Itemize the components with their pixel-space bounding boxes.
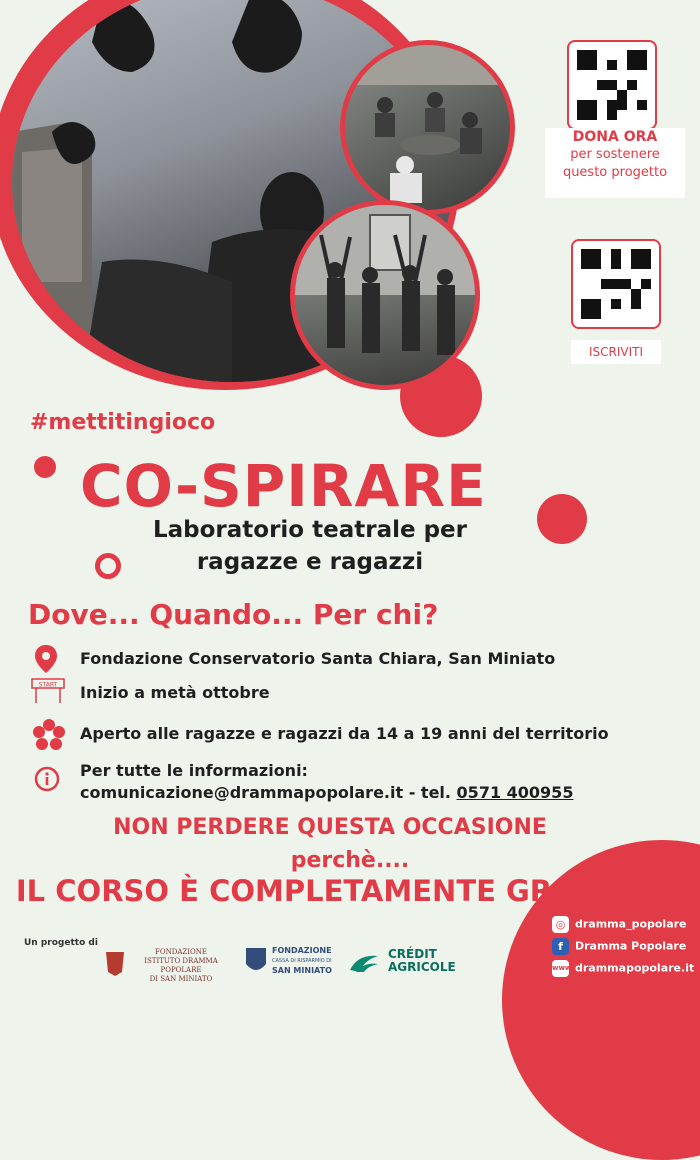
subtitle-line2: ragazze e ragazzi	[196, 549, 424, 575]
donate-line3: questo progetto	[562, 165, 668, 180]
web-icon: www	[552, 960, 569, 977]
sponsor2-line3: SAN MINIATO	[272, 966, 332, 975]
page-title: CO-SPIRARE	[80, 452, 487, 520]
donate-line2: per sostenere	[570, 147, 660, 162]
donate-title: DONA ORA	[572, 129, 658, 145]
sponsor3-line2: AGRICOLE	[388, 960, 456, 974]
detail-location: Fondazione Conservatorio Santa Chiara, San Miniato	[80, 649, 556, 668]
social-facebook[interactable]	[552, 938, 686, 955]
info-icon	[34, 766, 60, 792]
cassa-logo-icon	[244, 946, 268, 976]
workshop-photo-seated	[340, 40, 515, 215]
donate-qr-frame[interactable]	[567, 40, 657, 130]
subtitle-line1: Laboratorio teatrale per	[152, 517, 467, 543]
social-instagram[interactable]	[552, 916, 687, 933]
callout-line3: IL CORSO È COMPLETAMENTE GRATUITO!	[15, 874, 685, 908]
workshop-photo-standing	[290, 200, 480, 390]
project-label: Un progetto di	[24, 938, 98, 948]
subtitle	[120, 514, 500, 578]
facebook-icon: f	[552, 938, 569, 955]
start-sign-text: START	[38, 681, 58, 689]
start-sign-icon	[30, 677, 66, 703]
info-heading: Per tutte le informazioni:	[80, 761, 308, 780]
istituto-logo-icon	[104, 950, 126, 976]
info-phone[interactable]: 0571 400955	[456, 783, 574, 802]
sponsor2-line2: CASSA DI RISPARMIO DI	[272, 958, 332, 964]
callout-line2: perchè....	[290, 848, 410, 873]
sponsor1-line2: ISTITUTO DRAMMA POPOLARE	[144, 957, 218, 974]
deco-ring	[95, 553, 121, 579]
social-web[interactable]	[552, 960, 694, 977]
detail-start: Inizio a metà ottobre	[80, 683, 270, 702]
section-heading: Dove... Quando... Per chi?	[28, 598, 439, 631]
deco-circle	[34, 456, 56, 478]
sponsor2-line1: FONDAZIONE	[272, 946, 332, 955]
instagram-handle: dramma_popolare	[575, 917, 687, 931]
facebook-handle: Dramma Popolare	[575, 939, 687, 953]
seated-circle-photo	[345, 45, 510, 210]
signup-qr-frame[interactable]	[571, 239, 661, 329]
qr-code-icon	[581, 249, 651, 319]
location-pin-icon	[34, 645, 58, 673]
info-contacts	[80, 782, 573, 804]
callout-line1: NON PERDERE QUESTA OCCASIONE	[113, 815, 547, 840]
web-address: drammapopolare.it	[575, 961, 695, 975]
deco-circle	[537, 494, 587, 544]
sponsor-credit-agricole	[348, 946, 478, 978]
hashtag: #mettitingioco	[30, 410, 216, 435]
info-email[interactable]: comunicazione@drammapopolare.it - tel.	[80, 783, 457, 802]
standing-group-photo	[295, 205, 475, 385]
donate-caption[interactable]	[545, 128, 685, 198]
qr-code-icon	[577, 50, 647, 120]
instagram-icon: ◎	[552, 916, 569, 933]
signup-label[interactable]: ISCRIVITI	[571, 340, 661, 364]
detail-audience: Aperto alle ragazze e ragazzi da 14 a 19 anni del territorio	[80, 724, 609, 743]
sponsor-cassa-risparmio	[244, 944, 334, 980]
sponsor1-line1: FONDAZIONE	[155, 948, 207, 956]
sponsor3-line1: CRÉDIT	[388, 947, 437, 961]
detail-info	[80, 760, 573, 804]
sponsor-istituto-dramma	[104, 946, 234, 983]
sponsor1-line3: DI SAN MINIATO	[149, 975, 213, 983]
credit-agricole-logo-icon	[348, 952, 380, 974]
flower-icon	[32, 718, 66, 752]
